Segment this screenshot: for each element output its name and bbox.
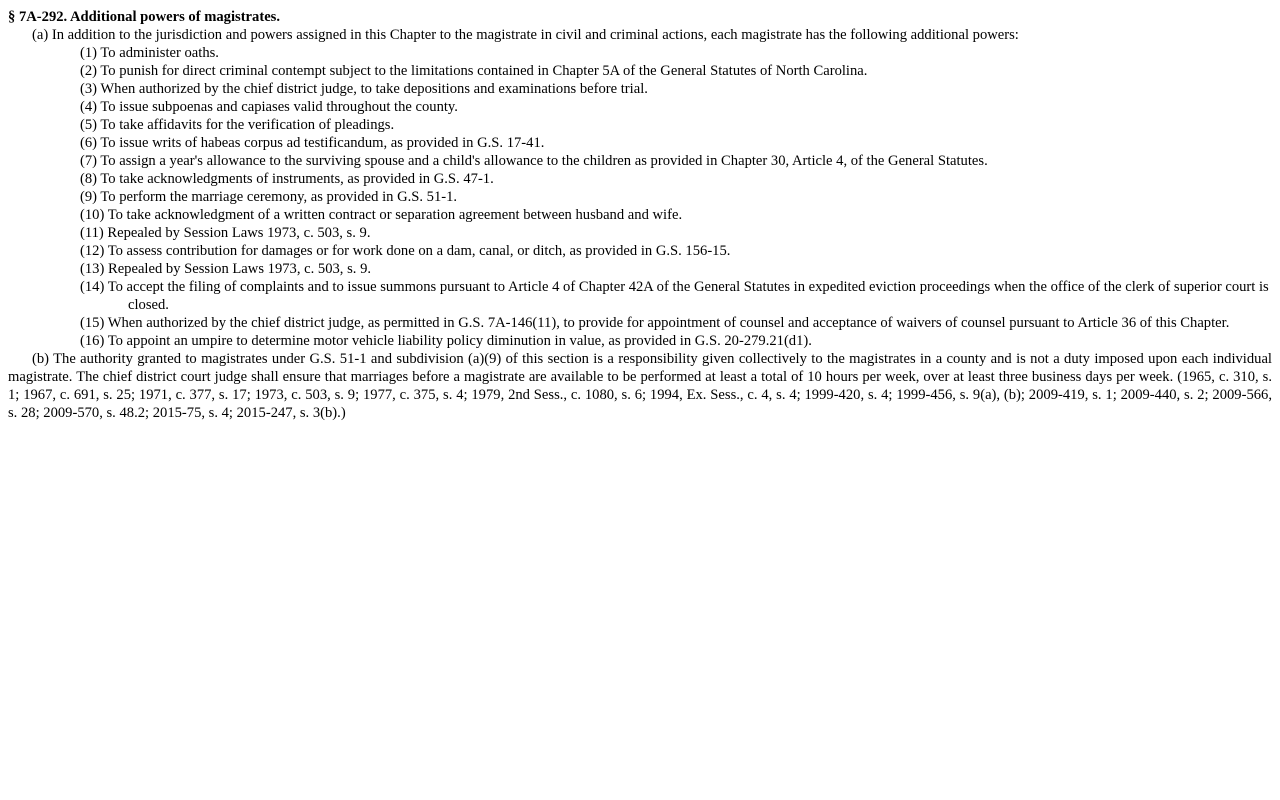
- subdivision-item: (14) To accept the filing of complaints and to issue summons pursuant to Article 4 of Chapter 42A of the General Statutes in expedited eviction proceedings when the office of the clerk of superior court is closed.: [80, 279, 1269, 313]
- subdivision-item: (13) Repealed by Session Laws 1973, c. 503, s. 9.: [80, 261, 372, 277]
- subdivision-item: (3) When authorized by the chief district judge, to take depositions and examinations before trial.: [80, 81, 648, 97]
- subdivision-item: (12) To assess contribution for damages or for work done on a dam, canal, or ditch, as provided in G.S. 156-15.: [80, 243, 731, 259]
- subdivision-item: (15) When authorized by the chief district judge, as permitted in G.S. 7A-146(11), to provide for appointment of counsel and acceptance of waivers of counsel pursuant to Article 36 of this Chapter.: [80, 315, 1230, 331]
- subdivision-item: (5) To take affidavits for the verification of pleadings.: [80, 117, 395, 133]
- section-heading: § 7A-292. Additional powers of magistrates.: [8, 9, 281, 25]
- subdivision-item: (6) To issue writs of habeas corpus ad testificandum, as provided in G.S. 17-41.: [80, 135, 545, 151]
- subdivision-item: (1) To administer oaths.: [80, 45, 219, 61]
- subdivision-list: [8, 44, 1272, 350]
- subdivision-item: (4) To issue subpoenas and capiases valid throughout the county.: [80, 99, 458, 115]
- subsection-b-text: (b) The authority granted to magistrates under G.S. 51-1 and subdivision (a)(9) of this section is a responsibility given collectively to the magistrates in a county and is not a duty imposed upon each individual magistrate. The chief district court judge shall ensure that marriages before a magistrate are available to be performed at least a total of 10 hours per week, over at least three business days per week. (1965, c. 310, s. 1; 1967, c. 691, s. 25; 1971, c. 377, s. 17; 1973, c. 503, s. 9; 1977, c. 375, s. 4; 1979, 2nd Sess., c. 1080, s. 6; 1994, Ex. Sess., c. 4, s. 4; 1999-420, s. 4; 1999-456, s. 9(a), (b); 2009-419, s. 1; 2009-440, s. 2; 2009-566, s. 28; 2009-570, s. 48.2; 2015-75, s. 4; 2015-247, s. 3(b).): [8, 351, 1272, 421]
- subdivision-item: (2) To punish for direct criminal contempt subject to the limitations contained in Chapter 5A of the General Statutes of North Carolina.: [80, 63, 868, 79]
- subdivision-item: (8) To take acknowledgments of instruments, as provided in G.S. 47-1.: [80, 171, 494, 187]
- subdivision-item: (10) To take acknowledgment of a written contract or separation agreement between husband and wife.: [80, 207, 683, 223]
- subdivision-item: (16) To appoint an umpire to determine motor vehicle liability policy diminution in value, as provided in G.S. 20-279.21(d1).: [80, 333, 812, 349]
- subdivision-item: (11) Repealed by Session Laws 1973, c. 503, s. 9.: [80, 225, 371, 241]
- subdivision-item: (9) To perform the marriage ceremony, as provided in G.S. 51-1.: [80, 189, 458, 205]
- subsection-a-intro: (a) In addition to the jurisdiction and powers assigned in this Chapter to the magistrate in civil and criminal actions, each magistrate has the following additional powers:: [32, 27, 1019, 43]
- statute-document: [8, 8, 1272, 422]
- subdivision-item: (7) To assign a year's allowance to the surviving spouse and a child's allowance to the children as provided in Chapter 30, Article 4, of the General Statutes.: [80, 153, 988, 169]
